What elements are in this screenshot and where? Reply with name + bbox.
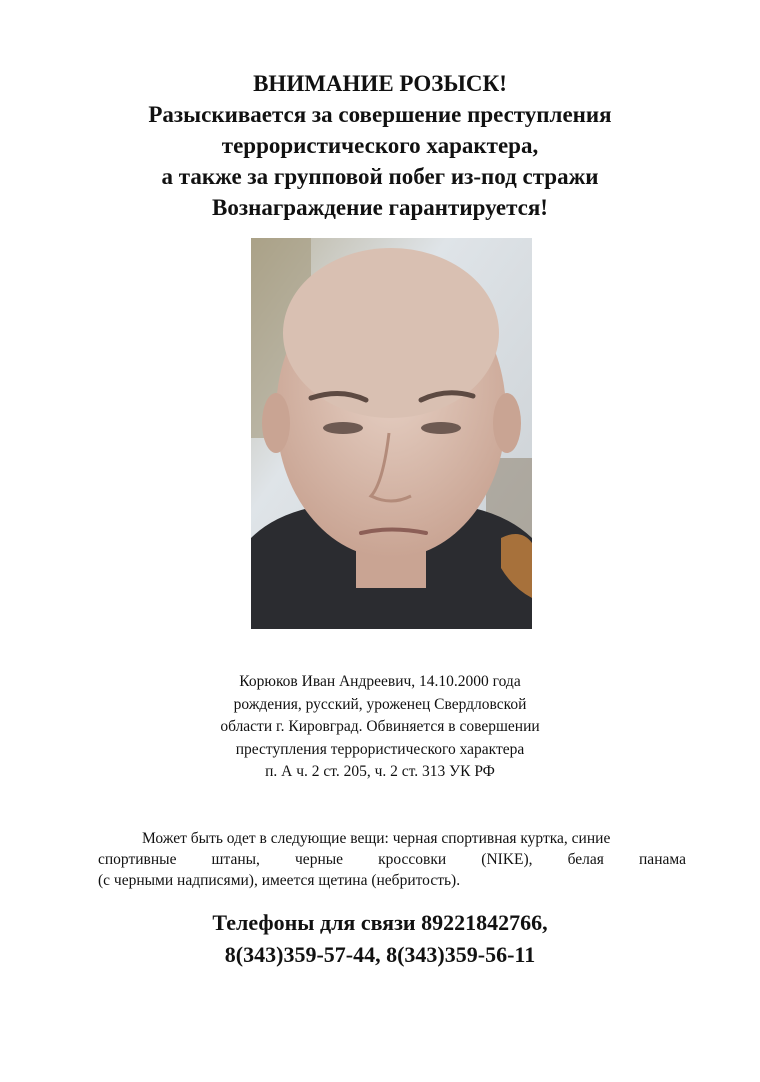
description-line-3: области г. Кировград. Обвиняется в совершении [220,718,540,735]
description-line-2: рождения, русский, уроженец Свердловской [233,695,527,713]
description-line-1: Корюков Иван Андреевич, 14.10.2000 года [239,673,521,690]
poster-heading [0,68,760,223]
clothing-line-1: Может быть одет в следующие вещи: черная спортивная куртка, синие [142,830,611,847]
clothing-word: кроссовки [378,851,447,868]
wanted-person-photo [251,238,532,629]
clothing-word: спортивные [98,851,177,868]
clothing-word: белая [567,851,604,868]
portrait-placeholder [251,238,532,629]
heading-line-1: ВНИМАНИЕ РОЗЫСК! [253,71,507,96]
clothing-word: черные [295,851,344,868]
suspect-description [0,671,760,784]
description-line-5: п. А ч. 2 ст. 205, ч. 2 ст. 313 УК РФ [265,763,495,780]
clothing-word: штаны, [211,851,260,868]
clothing-line-2 [98,849,686,870]
heading-line-2: Разыскивается за совершение преступления [148,102,612,127]
contact-phones [0,907,760,971]
clothing-word: (NIKE), [481,851,533,868]
heading-line-3: террористического характера, [221,133,539,158]
clothing-line-3: (с черными надписями), имеется щетина (небритость). [98,872,461,889]
heading-line-4: а также за групповой побег из-под стражи [161,164,599,189]
clothing-word: панама [639,851,686,868]
phones-line-2: 8(343)359-57-44, 8(343)359-56-11 [224,942,536,967]
heading-line-5: Вознаграждение гарантируется! [212,195,548,220]
phones-line-1: Телефоны для связи 89221842766, [212,910,548,935]
description-line-4: преступления террористического характера [235,740,525,758]
clothing-description [98,828,686,891]
